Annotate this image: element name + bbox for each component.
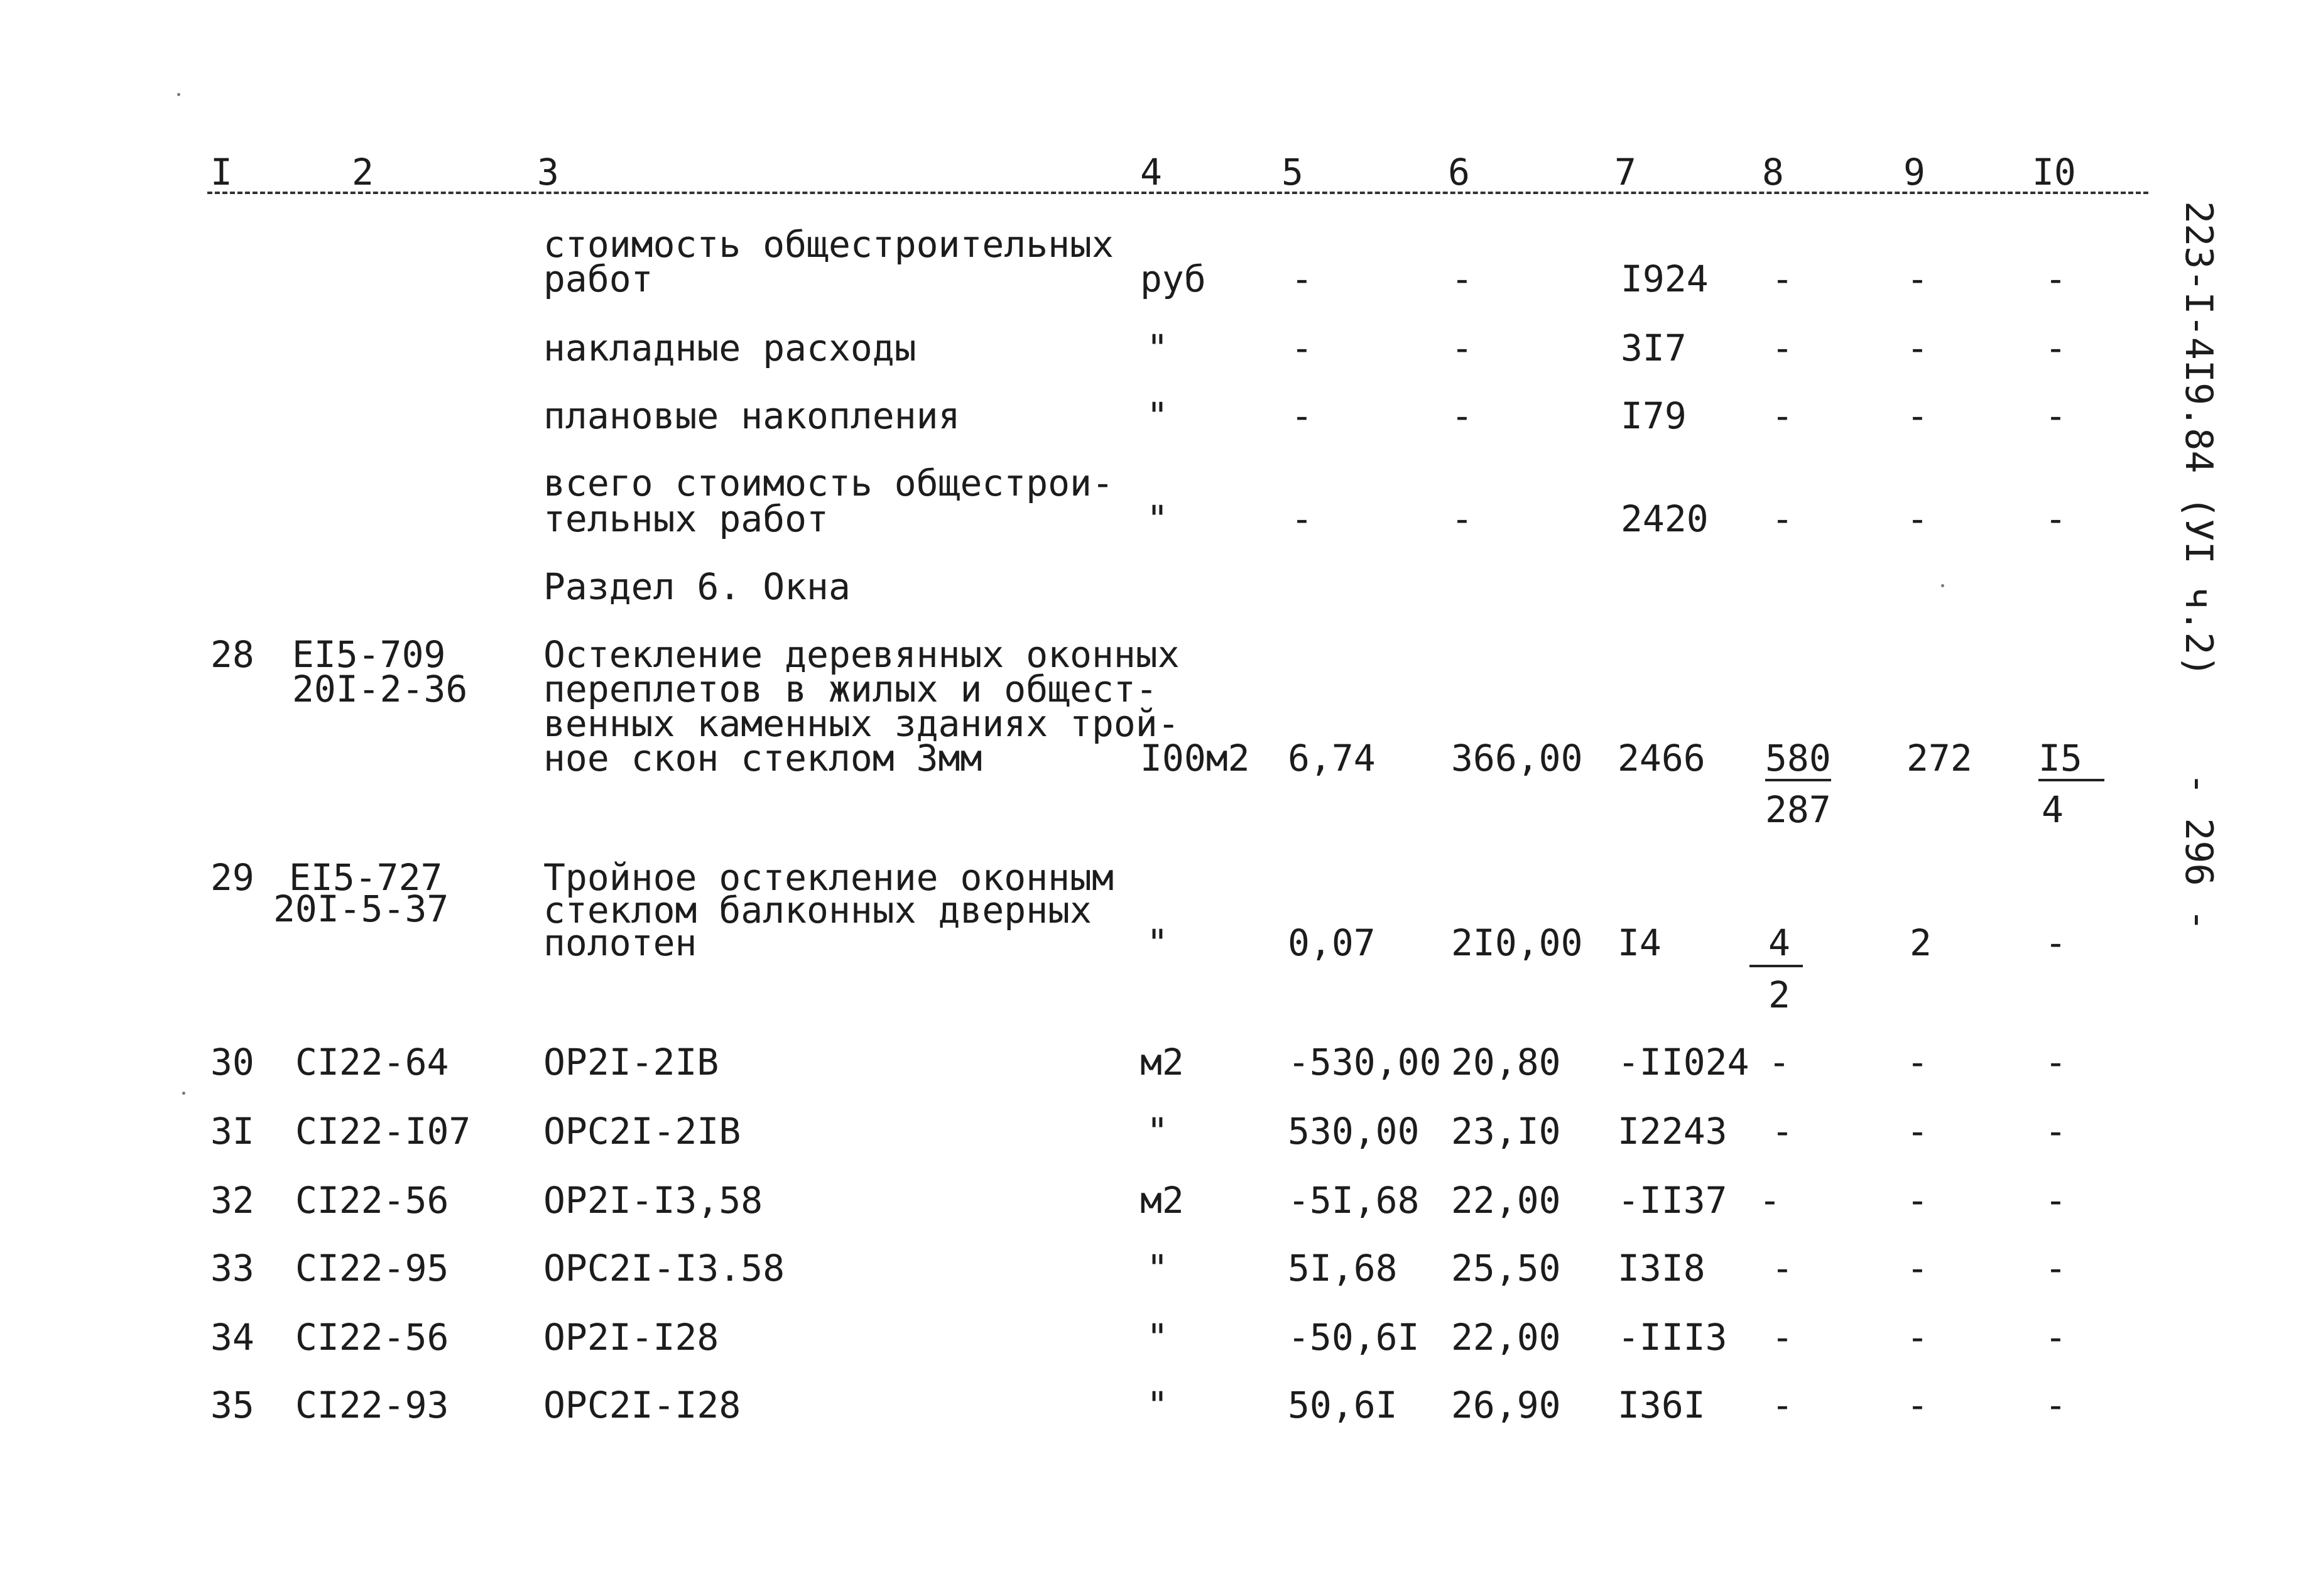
row-col-6: 20,80 <box>1451 1041 1561 1083</box>
header-col-5: 5 <box>1281 151 1303 193</box>
row-code-line: CI22-95 <box>295 1247 449 1289</box>
row-col-8: - <box>1759 1179 1781 1222</box>
row-col-9: - <box>1907 258 1928 300</box>
row-description-line: OPC2I-I3.58 <box>543 1247 785 1289</box>
row-col-6: 22,00 <box>1451 1179 1561 1222</box>
row-description-line: OP2I-2IB <box>543 1041 719 1083</box>
row-description-line: плановые накопления <box>543 394 960 437</box>
row-unit: " <box>1146 394 1168 437</box>
row-col-5: - <box>1291 497 1313 540</box>
header-rule <box>207 192 2148 194</box>
row-col-9: - <box>1907 1384 1928 1426</box>
row-col-7: 3I7 <box>1621 327 1687 369</box>
row-col-5: -50,6I <box>1288 1316 1420 1359</box>
row-col-9: - <box>1907 1316 1928 1359</box>
row-col-10: - <box>2045 258 2067 300</box>
row-code-line: CI22-93 <box>295 1384 449 1426</box>
row-number: 35 <box>210 1384 254 1426</box>
row-code-line: CI22-64 <box>295 1041 449 1083</box>
row-col-10: - <box>2045 327 2067 369</box>
row-col-7: I4 <box>1618 921 1662 964</box>
row-col-8: - <box>1768 1041 1790 1083</box>
row-number: 32 <box>210 1179 254 1222</box>
row-col-5: - <box>1291 394 1313 437</box>
row-col-9: - <box>1907 1247 1928 1289</box>
row-col-7: -III3 <box>1618 1316 1727 1359</box>
row-col-10: - <box>2045 1316 2067 1359</box>
row-code-line: 20I-5-37 <box>273 888 449 930</box>
header-col-1: I <box>210 151 232 193</box>
row-col-10-denominator: 4 <box>2042 788 2064 831</box>
section-heading: Раздел 6. Окна <box>543 565 851 608</box>
row-col-6: 23,I0 <box>1451 1110 1561 1153</box>
scan-speck <box>182 1092 185 1095</box>
row-col-6: 26,90 <box>1451 1384 1561 1426</box>
row-unit: " <box>1146 1316 1168 1359</box>
row-code-line: 20I-2-36 <box>292 668 468 710</box>
row-col-9: - <box>1907 1041 1928 1083</box>
row-unit: " <box>1146 497 1168 540</box>
row-description-line: OP2I-I3,58 <box>543 1179 763 1222</box>
row-col-7: 2466 <box>1618 737 1705 779</box>
row-col-6: - <box>1451 497 1473 540</box>
header-col-6: 6 <box>1448 151 1470 193</box>
row-col-9: - <box>1907 327 1928 369</box>
row-col-7: 2420 <box>1621 497 1709 540</box>
header-col-3: 3 <box>537 151 559 193</box>
page-number: - 296 - <box>2177 773 2221 931</box>
row-number: 33 <box>210 1247 254 1289</box>
row-description-line: ное скон стеклом 3мм <box>543 737 982 779</box>
row-description-line: работ <box>543 258 653 300</box>
row-description-line: накладные расходы <box>543 327 917 369</box>
row-col-6: - <box>1451 258 1473 300</box>
row-col-6: - <box>1451 394 1473 437</box>
fraction-bar <box>1765 779 1831 781</box>
row-unit: I00м2 <box>1140 737 1250 779</box>
row-description-line: Тройное остекление оконным <box>543 856 1114 899</box>
row-col-8-numerator: 580 <box>1765 737 1831 779</box>
row-col-8: - <box>1771 327 1793 369</box>
row-col-7: I36I <box>1618 1384 1705 1426</box>
row-description-line: стоимость общестроительных <box>543 223 1114 266</box>
row-col-6: 2I0,00 <box>1451 921 1583 964</box>
row-description-line: тельных работ <box>543 497 829 540</box>
row-col-9: - <box>1907 497 1928 540</box>
row-description-line: OP2I-I28 <box>543 1316 719 1359</box>
row-col-8-denominator: 2 <box>1768 974 1790 1016</box>
row-unit: " <box>1146 921 1168 964</box>
row-col-5: - <box>1291 327 1313 369</box>
row-col-9: - <box>1907 394 1928 437</box>
row-number: 34 <box>210 1316 254 1359</box>
row-col-5: 50,6I <box>1288 1384 1398 1426</box>
row-col-9: - <box>1907 1110 1928 1153</box>
row-col-8: - <box>1771 1110 1793 1153</box>
row-code-line: CI22-56 <box>295 1316 449 1359</box>
row-col-7: -II37 <box>1618 1179 1727 1222</box>
row-col-7: I3I8 <box>1618 1247 1705 1289</box>
row-col-8: - <box>1771 1316 1793 1359</box>
scan-speck <box>177 93 180 96</box>
row-col-7: I924 <box>1621 258 1709 300</box>
row-col-9: 2 <box>1910 921 1932 964</box>
row-col-10: - <box>2045 1247 2067 1289</box>
row-col-10: - <box>2045 394 2067 437</box>
row-col-8: - <box>1771 258 1793 300</box>
row-col-10: - <box>2045 1110 2067 1153</box>
row-col-6: 25,50 <box>1451 1247 1561 1289</box>
header-col-8: 8 <box>1762 151 1784 193</box>
row-col-10-numerator: I5 <box>2038 737 2082 779</box>
row-description-line: полотен <box>543 921 697 964</box>
row-unit: " <box>1146 1384 1168 1426</box>
row-unit: " <box>1146 327 1168 369</box>
row-col-7: I79 <box>1621 394 1687 437</box>
header-col-10: I0 <box>2032 151 2076 193</box>
row-description-line: OPC2I-I28 <box>543 1384 741 1426</box>
row-col-8-denominator: 287 <box>1765 788 1831 831</box>
row-col-10: - <box>2045 921 2067 964</box>
row-number: 30 <box>210 1041 254 1083</box>
row-col-5: -530,00 <box>1288 1041 1442 1083</box>
row-col-10: - <box>2045 1041 2067 1083</box>
row-col-7: I2243 <box>1618 1110 1727 1153</box>
row-number: 28 <box>210 633 254 676</box>
header-col-2: 2 <box>352 151 374 193</box>
row-code-line: CI22-I07 <box>295 1110 471 1153</box>
row-col-5: 530,00 <box>1288 1110 1420 1153</box>
row-unit: м2 <box>1140 1041 1184 1083</box>
scan-speck <box>1941 584 1944 587</box>
row-col-5: - <box>1291 258 1313 300</box>
row-description-line: OPC2I-2IB <box>543 1110 741 1153</box>
header-col-9: 9 <box>1903 151 1925 193</box>
row-col-6: - <box>1451 327 1473 369</box>
row-col-10: - <box>2045 1384 2067 1426</box>
row-col-8: - <box>1771 1384 1793 1426</box>
header-col-7: 7 <box>1614 151 1636 193</box>
header-col-4: 4 <box>1140 151 1162 193</box>
row-description-line: венных каменных зданиях трой- <box>543 702 1180 745</box>
fraction-bar <box>2038 779 2104 781</box>
row-unit: " <box>1146 1110 1168 1153</box>
row-col-5: 6,74 <box>1288 737 1376 779</box>
row-col-7: -II024 <box>1618 1041 1749 1083</box>
row-col-8-numerator: 4 <box>1768 921 1790 964</box>
row-col-6: 22,00 <box>1451 1316 1561 1359</box>
row-col-6: 366,00 <box>1451 737 1583 779</box>
row-col-5: -5I,68 <box>1288 1179 1420 1222</box>
row-col-10: - <box>2045 497 2067 540</box>
row-col-8: - <box>1771 1247 1793 1289</box>
row-code-line: EI5-727 <box>289 856 443 899</box>
row-description-line: переплетов в жилых и общест- <box>543 668 1158 710</box>
row-description-line: стеклом балконных дверных <box>543 889 1092 931</box>
row-col-10: - <box>2045 1179 2067 1222</box>
row-description-line: Остекление деревянных оконных <box>543 633 1180 676</box>
row-col-8: - <box>1771 497 1793 540</box>
row-col-5: 5I,68 <box>1288 1247 1398 1289</box>
row-code-line: EI5-709 <box>292 633 446 676</box>
row-col-5: 0,07 <box>1288 921 1376 964</box>
row-description-line: всего стоимость общестрои- <box>543 462 1114 504</box>
document-code: 223-I-4I9.84 (УI ч.2) <box>2177 201 2221 678</box>
row-col-9: 272 <box>1907 737 1972 779</box>
row-col-8: - <box>1771 394 1793 437</box>
row-number: 3I <box>210 1110 254 1153</box>
fraction-bar <box>1749 965 1803 967</box>
row-unit: " <box>1146 1247 1168 1289</box>
row-number: 29 <box>210 856 254 899</box>
row-col-9: - <box>1907 1179 1928 1222</box>
row-unit: руб <box>1140 258 1206 300</box>
row-unit: м2 <box>1140 1179 1184 1222</box>
row-code-line: CI22-56 <box>295 1179 449 1222</box>
